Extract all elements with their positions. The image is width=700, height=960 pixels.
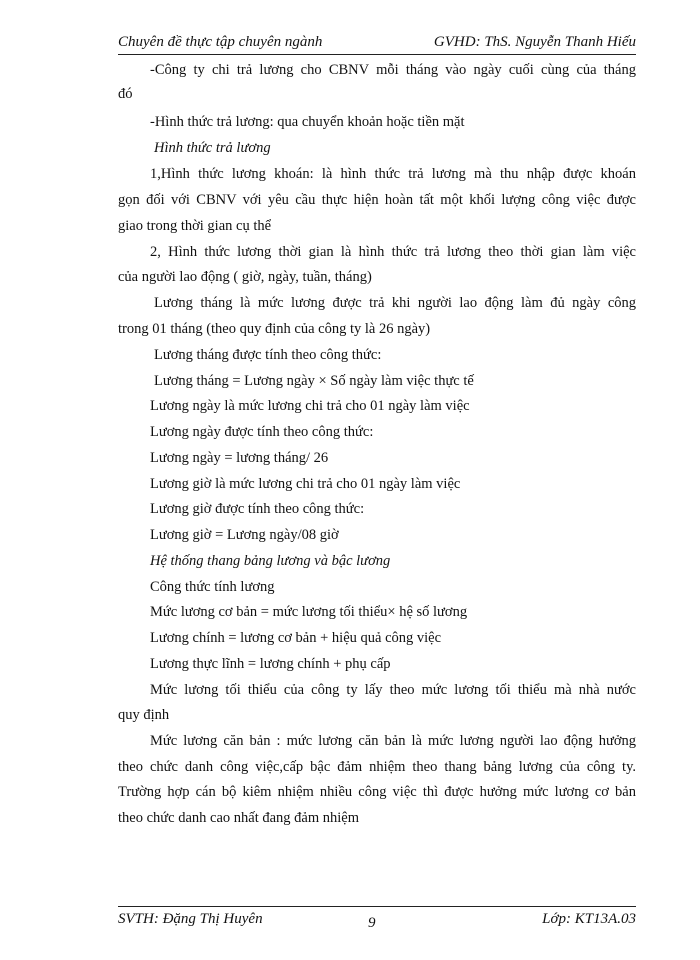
paragraph-line: Mức lương tối thiểu của công ty lấy theo mức lương tối thiểu mà nhà nước [150,682,636,698]
formula-line: Mức lương cơ bản = mức lương tối thiểu× hệ số lương [150,604,468,620]
paragraph-line: Lương ngày được tính theo công thức: [150,424,374,440]
paragraph-line: 1,Hình thức lương khoán: là hình thức trả lương mà thu nhập được khoán [150,166,636,182]
section-heading: Hệ thống thang bảng lương và bậc lương [150,553,391,569]
page-header [118,34,636,55]
formula-line: Lương tháng = Lương ngày × Số ngày làm việc thực tế [154,373,474,389]
paragraph-line: giao trong thời gian cụ thể [118,218,272,234]
paragraph-line: đó [118,86,133,102]
paragraph-line: Mức lương căn bản : mức lương căn bản là mức lương người lao động hưởng [150,733,636,749]
footer-class: Lớp: KT13A.03 [542,911,636,927]
paragraph-line: -Công ty chi trả lương cho CBNV mỗi tháng vào ngày cuối cùng của tháng [150,62,636,78]
paragraph-line: gọn đối với CBNV với yêu cầu thực hiện hoàn tất một khối lượng công việc được [118,192,636,208]
paragraph-line: của người lao động ( giờ, ngày, tuần, tháng) [118,269,372,285]
paragraph-line: Lương giờ là mức lương chi trả cho 01 ngày làm việc [150,476,461,492]
paragraph-line: trong 01 tháng (theo quy định của công ty là 26 ngày) [118,321,431,337]
formula-line: Lương ngày = lương tháng/ 26 [150,450,329,466]
paragraph-line: theo chức danh công việc,cấp bậc đảm nhiệm theo thang bảng lương của công ty. [118,759,636,775]
formula-line: Lương chính = lương cơ bản + hiệu quả công việc [150,630,442,646]
paragraph-line: Lương giờ được tính theo công thức: [150,501,365,517]
paragraph-line: Công thức tính lương [150,579,275,595]
paragraph-line: quy định [118,707,170,723]
page-footer [118,906,636,931]
paragraph-line: Lương tháng được tính theo công thức: [154,347,382,363]
paragraph-line: Trường hợp cán bộ kiêm nhiệm nhiều công việc thì được hưởng mức lương cơ bản [118,784,636,800]
footer-student: SVTH: Đặng Thị Huyên [118,911,263,927]
page-number: 9 [368,915,376,931]
section-heading: Hình thức trả lương [154,140,271,156]
header-document-title: Chuyên đề thực tập chuyên ngành [118,34,323,50]
formula-line: Lương giờ = Lương ngày/08 giờ [150,527,339,543]
paragraph-line: -Hình thức trả lương: qua chuyển khoản hoặc tiền mặt [150,114,465,130]
paragraph-line: Lương tháng là mức lương được trả khi người lao động làm đủ ngày công [154,295,636,311]
formula-line: Lương thực lĩnh = lương chính + phụ cấp [150,656,391,672]
header-supervisor: GVHD: ThS. Nguyễn Thanh Hiếu [433,34,636,50]
paragraph-line: Lương ngày là mức lương chi trả cho 01 ngày làm việc [150,398,470,414]
paragraph-line: theo chức danh cao nhất đang đảm nhiệm [118,810,359,826]
paragraph-line: 2, Hình thức lương thời gian là hình thức trả lương theo thời gian làm việc [150,244,636,260]
